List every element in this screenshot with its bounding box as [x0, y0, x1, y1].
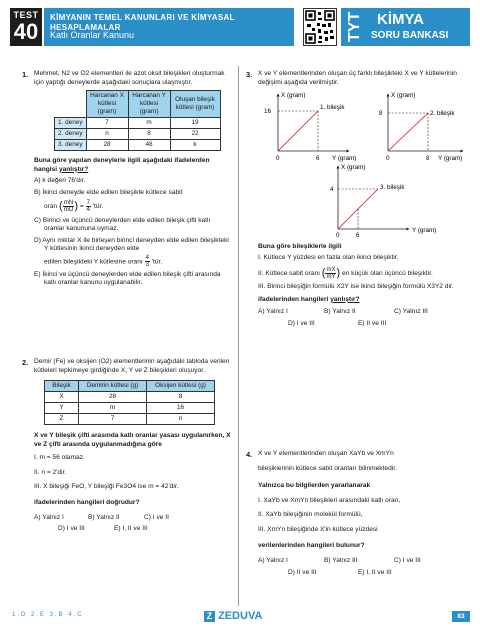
question-stem: X ve Y elementlerinden oluşan XaYb ve XmYn	[258, 450, 394, 457]
option-c[interactable]: C) Yalnız III	[394, 308, 428, 316]
question-prompt: Buna göre bileşiklerle ilgili	[258, 242, 342, 250]
topic-title: Katlı Oranlar Kanunu	[50, 30, 135, 40]
series-line	[388, 113, 428, 151]
title-band	[44, 8, 294, 46]
statement-item: II. Kütlece sabit oranı ( $\frac{mX}{mY}$ ) en küçük olan üçüncü bileşiktir.	[258, 266, 433, 280]
tick-label: 6	[316, 155, 320, 163]
table-header: Harcanan Y kütlesi (gram)	[128, 91, 170, 118]
option-a[interactable]: A) Yalnız I	[258, 308, 288, 316]
tick-label: 8	[379, 110, 383, 118]
question-ask: verilenlerinden hangileri bulunur?	[258, 542, 365, 550]
test-number: 40	[13, 19, 39, 45]
table-row: 2. deney n 8 22	[55, 129, 221, 140]
option-c[interactable]: C) I ve III	[394, 556, 421, 564]
question-number: 1.	[22, 70, 29, 79]
table-row: 1. deney 7 m 19	[55, 118, 221, 129]
option-d[interactable]: D) I ve III	[288, 319, 315, 327]
table-header: Demirin kütlesi (g)	[79, 381, 147, 392]
tick-label: 0	[386, 155, 390, 163]
tick-label: 8	[426, 155, 430, 163]
question-stem: X ve Y elementlerinden oluşan üç farklı bileşikteki X ve Y kütlelerinin değişimi aşağıda verilmiştir.	[258, 70, 457, 86]
option-b[interactable]: B) Yalnız III	[324, 556, 358, 564]
axis-label: Y (gram)	[438, 155, 463, 163]
question-stem: Demir (Fe) ve oksijen (O2) elementlerinin aşağıdaki tabloda verilen kütleleri tepkimeye girdiğinde X, Y ve Z bileşikleri oluşuyor.	[34, 358, 230, 374]
table-row: Z 7 n	[45, 414, 215, 425]
subject-band	[341, 8, 470, 46]
question-prompt: Buna göre yapılan deneylerle ilgili aşağıdaki ifadelerden hangisi yanlıştır?	[34, 157, 210, 173]
subject-label: KİMYA	[377, 11, 424, 28]
option-d[interactable]: D) II ve III	[288, 568, 317, 576]
statement-item: I. XaYb ve XmYn bileşikleri arasındaki katlı oran,	[258, 496, 401, 504]
option-e[interactable]: E) II ve III	[358, 319, 387, 327]
series-label: 1. bileşik	[320, 104, 345, 112]
table-header: Bileşik	[45, 381, 79, 392]
page-footer	[0, 610, 480, 626]
statement-item: I. Kütlece Y yüzdesi en fazla olan ikinci bileşiktir.	[258, 254, 399, 262]
tick-label: 4	[330, 186, 334, 194]
compound-table	[44, 380, 215, 425]
question-ask: ifadelerinden hangileri yanlıştır?	[258, 295, 360, 303]
tick-label: 0	[276, 155, 280, 163]
graph-2	[379, 92, 462, 162]
axis-label: X (gram)	[281, 92, 306, 100]
chapter-title: KİMYANIN TEMEL KANUNLARI VE KİMYASAL HESAPLAMALAR	[50, 13, 235, 32]
axis-label: X (gram)	[391, 92, 416, 100]
option-a[interactable]: A) k değeri 76'dır.	[34, 177, 86, 185]
mass-graphs	[258, 89, 470, 237]
series-label: 2. bileşik	[430, 110, 455, 118]
option-e[interactable]: E) İkinci ve üçüncü deneylerden elde edilen bileşik çifti arasında katlı oranlar kanunu uygulanabilir.	[34, 270, 221, 287]
page-number: 83	[452, 611, 470, 622]
graph-1	[264, 92, 356, 162]
series-label: TYT	[346, 11, 363, 43]
question-number: 4.	[246, 450, 253, 459]
tick-label: 16	[264, 108, 272, 116]
tick-label: 6	[356, 232, 360, 238]
table-header: Oksijen kütlesi (g)	[147, 381, 215, 392]
table-row: Y m 16	[45, 403, 215, 414]
question-stem: bileşiklerinin kütlece sabit oranları bilinmektedir.	[258, 464, 397, 472]
graph-3	[330, 164, 436, 237]
axis-label: Y (gram)	[412, 227, 437, 235]
statement-item: III. Birinci bileşiğin formülü X2Y ise ikinci bileşiğin formülü X3Y2 dir.	[258, 283, 454, 291]
question-stem: Mehmet, N2 ve O2 elementleri ile azot oksit bileşikleri oluşturmak için yaptığı deneylerde aşağıdaki sonuçlara ulaşmıştır.	[34, 70, 225, 86]
option-d[interactable]: D) I ve III	[58, 525, 85, 533]
option-b[interactable]: B) Yalnız II	[88, 513, 120, 521]
qr-code-icon[interactable]	[303, 8, 337, 46]
statement-item: III. X bileşiği FeO, Y bileşiği Fe3O4 ise m = 42'dir.	[34, 483, 179, 491]
statement-item: III. XmYn bileşiğinde X'in kütlece yüzdesi	[258, 525, 378, 533]
option-c[interactable]: C) I ve II	[144, 513, 169, 521]
option-a[interactable]: A) Yalnız I	[258, 556, 288, 564]
axis-label: Y (gram)	[332, 155, 357, 163]
table-header: Oluşan bileşik kütlesi (gram)	[170, 91, 220, 118]
option-e[interactable]: E) I, II ve III	[114, 525, 148, 533]
table-row: 3. deney 28 48 k	[55, 140, 221, 151]
series-line	[278, 111, 318, 151]
statement-item: I. m = 56 olamaz.	[34, 454, 85, 462]
question-ask: ifadelerinden hangileri doğrudur?	[34, 498, 140, 506]
page-header	[0, 0, 480, 58]
option-b[interactable]: B) İkinci deneyde elde edilen bileşikte kütlece sabit oran ( $\frac{mN}{mO}$ ) = $\frac{7}{4}$ 'tür.	[34, 188, 183, 214]
column-divider	[238, 66, 239, 606]
statement-item: II. XaYb bileşiğinin molekül formülü,	[258, 511, 363, 519]
tick-label: 0	[336, 232, 340, 238]
question-number: 3.	[246, 70, 253, 79]
statement-item: II. n = 2'dir.	[34, 468, 67, 476]
question-prompt: Yalnızca bu bilgilerden yararlanarak	[258, 482, 371, 490]
table-row: X 28 8	[45, 392, 215, 403]
series-label: 3. bileşik	[380, 184, 405, 192]
option-c[interactable]: C) Birinci ve üçüncü deneylerden elde edilen bileşik çifti katlı oranlar kanununa uymaz.	[34, 216, 211, 233]
publisher-logo: Z ZEDUVA	[204, 610, 262, 624]
logo-icon: Z	[204, 611, 215, 622]
question-prompt: X ve Y bileşik çifti arasında katlı oranlar yasası uygulanırken, X ve Z çifti arasında uygulanmadığına göre	[34, 432, 231, 448]
test-badge	[10, 8, 42, 46]
question-number: 2.	[22, 358, 29, 367]
option-d[interactable]: D) Aynı miktar X ile birleşen birinci deneyden elde edilen bileşikteki Y kütlesinin ikinci deneyden elde edilen bileşikteki Y kütlesine oranı $\frac{4}{3}$ 'tür.	[34, 236, 229, 268]
answer-key: 1.D 2.E 3.B 4.C	[12, 612, 84, 618]
option-b[interactable]: B) Yalnız II	[324, 308, 356, 316]
experiment-table	[54, 90, 221, 151]
axis-label: X (gram)	[341, 164, 366, 172]
option-a[interactable]: A) Yalnız I	[34, 513, 64, 521]
option-e[interactable]: E) I, II ve III	[358, 568, 392, 576]
test-label: TEST	[13, 10, 39, 20]
table-header: Harcanan X kütlesi (gram)	[86, 91, 128, 118]
book-label: SORU BANKASI	[371, 30, 449, 41]
